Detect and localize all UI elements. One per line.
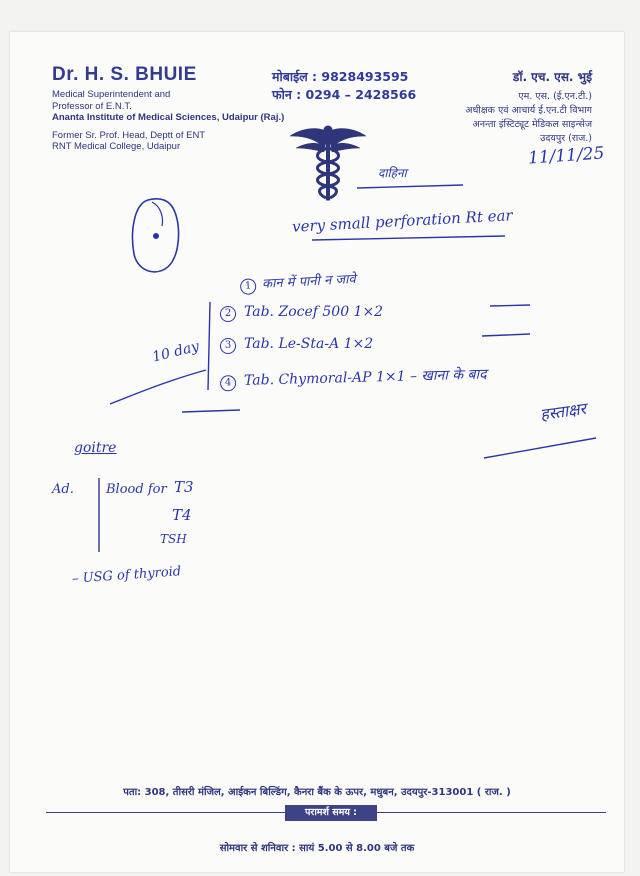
test-t4: T4 — [172, 506, 192, 524]
letterhead-hindi — [465, 68, 592, 146]
item-text: Tab. Chymoral-AP 1×1 – खाना के बाद — [243, 366, 487, 389]
item-number: 1 — [240, 278, 257, 295]
ear-drum-diagram — [126, 192, 186, 282]
prescription-date: 11/11/25 — [527, 143, 605, 169]
letterhead-english — [52, 64, 284, 153]
consultation-timing: सोमवार से शनिवार : सायं 5.00 से 8.00 बजे तक — [219, 843, 415, 854]
test-t3: T3 — [174, 478, 194, 496]
phone-number: फोन : 0294 – 2428566 — [272, 87, 417, 102]
investigation-bracket — [94, 476, 104, 556]
medication-bracket — [70, 300, 590, 420]
blood-test-label: Blood for — [106, 482, 167, 497]
former-position-line: Former Sr. Prof. Head, Deptt of ENT — [52, 129, 206, 141]
item-number: 3 — [220, 338, 236, 354]
signature-stroke — [480, 432, 600, 462]
designation-line: Professor of E.N.T. — [52, 100, 132, 112]
clinical-finding: very small perforation Rt ear — [291, 206, 514, 236]
item-text: Tab. Zocef 500 1×2 — [244, 304, 384, 320]
qualification-hindi: एम. एस. (ई.एन.टी.) — [518, 91, 592, 102]
item-number: 4 — [220, 375, 236, 391]
list-item — [240, 269, 357, 295]
contact-block — [272, 68, 416, 104]
item-text: कान में पानी न जावे — [261, 271, 357, 292]
finding-underline — [310, 232, 510, 244]
institute-hindi: अनन्ता इंस्टिट्यूट मेडिकल साइन्सेज — [472, 119, 592, 130]
designation-line: Medical Superintendent and — [52, 89, 171, 100]
city-hindi: उदयपुर (राज.) — [540, 133, 592, 144]
signature: हस्ताक्षर — [538, 398, 588, 425]
designation-hindi: अधीक्षक एवं आचार्य ई.एन.टी विभाग — [465, 105, 592, 116]
mobile-number: मोबाईल : 9828493595 — [272, 69, 409, 84]
college-line: RNT Medical College, Udaipur — [52, 141, 181, 152]
duration-label: 10 day — [150, 338, 201, 366]
doctor-name-english: Dr. H. S. BHUIE — [52, 64, 197, 85]
institute-line: Ananta Institute of Medical Sciences, Udaipur (Raj.) — [52, 112, 285, 123]
test-tsh: TSH — [160, 532, 187, 546]
consultation-time-label: परामर्श समय : — [285, 805, 377, 821]
usg-advice: – USG of thyroid — [71, 564, 182, 587]
doctor-name-hindi: डॉ. एच. एस. भुई — [512, 70, 592, 84]
item-number: 2 — [220, 306, 236, 322]
clinic-address: पता: 308, तीसरी मंजिल, आईकन बिल्डिंग, कैनरा बैंक के ऊपर, मधुबन, उदयपुर-313001 ( राज. ) — [123, 787, 511, 798]
diagnosis-goitre: goitre — [74, 440, 117, 456]
advice-label: Ad. — [52, 482, 74, 497]
prescription-sheet — [10, 32, 624, 872]
ear-label-underline — [355, 182, 465, 192]
ear-side-label: दाहिना — [378, 166, 407, 180]
item-text: Tab. Le-Sta-A 1×2 — [244, 336, 374, 352]
